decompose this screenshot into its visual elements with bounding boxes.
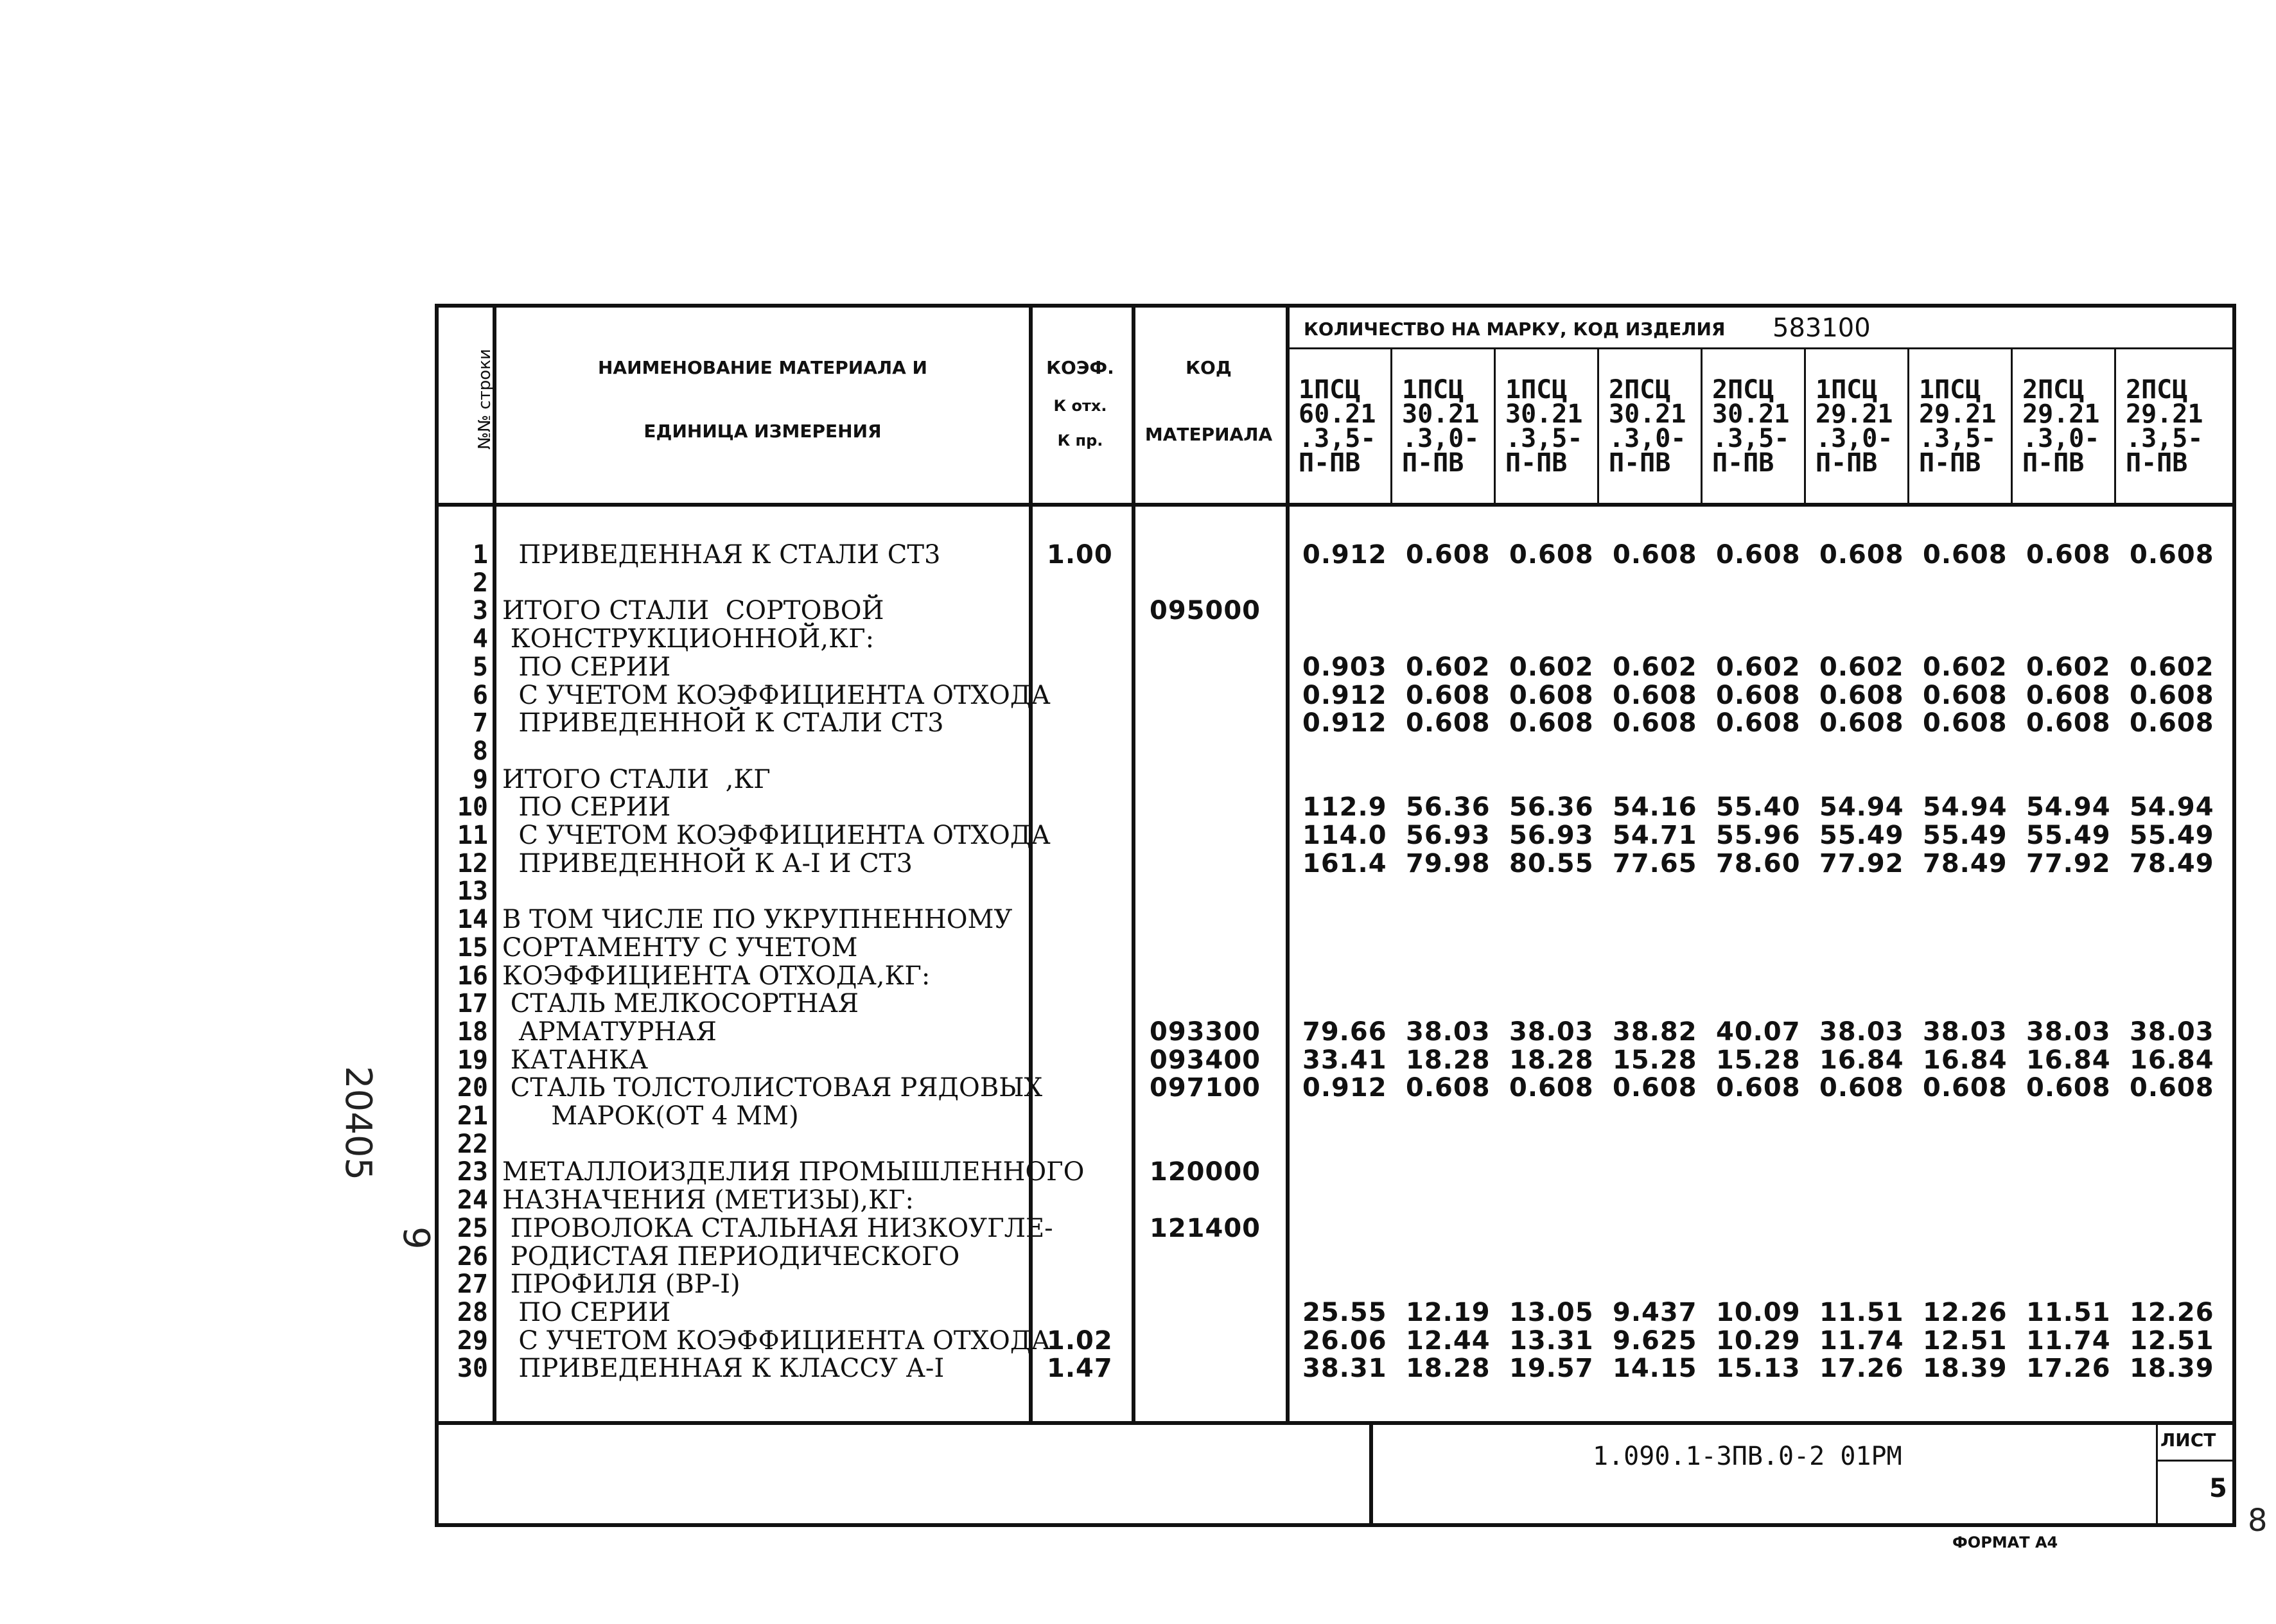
mark-header-line: 29.21 bbox=[1816, 399, 1893, 429]
mark-header-line: .3,5- bbox=[1712, 424, 1790, 453]
quantity-value: 16.84 bbox=[2130, 1045, 2214, 1075]
row-number: 27 bbox=[457, 1270, 488, 1300]
quantity-value: 0.608 bbox=[1716, 540, 1801, 570]
material-name: МЕТАЛЛОИЗДЕЛИЯ ПРОМЫШЛЕННОГО bbox=[502, 1157, 1085, 1187]
material-name: ПРИВЕДЕННАЯ К КЛАССУ А-I bbox=[502, 1354, 945, 1384]
material-name: ПРОФИЛЯ (ВР-I) bbox=[502, 1270, 740, 1300]
quantity-value: 0.903 bbox=[1302, 652, 1387, 682]
mark-header-line: 1ПСЦ bbox=[1816, 375, 1878, 405]
document-code: 1.090.1-3ПВ.0-2 01РМ bbox=[1593, 1442, 1902, 1471]
mark-header-line: П-ПВ bbox=[1816, 448, 1878, 478]
material-name-header-2: ЕДИНИЦА ИЗМЕРЕНИЯ bbox=[643, 421, 882, 442]
material-name: СТАЛЬ МЕЛКОСОРТНАЯ bbox=[502, 989, 859, 1019]
quantity-value: 15.13 bbox=[1716, 1354, 1801, 1384]
material-code: 095000 bbox=[1150, 596, 1261, 626]
row-number: 26 bbox=[457, 1241, 488, 1271]
quantity-value: 25.55 bbox=[1302, 1297, 1387, 1327]
coef-header-2: К отх. bbox=[1053, 397, 1107, 415]
row-number: 13 bbox=[457, 877, 488, 907]
quantity-value: 0.912 bbox=[1302, 540, 1387, 570]
material-code: 120000 bbox=[1150, 1157, 1261, 1187]
quantity-value: 55.49 bbox=[2026, 821, 2111, 850]
quantity-value: 12.51 bbox=[2130, 1325, 2214, 1356]
quantity-value: 0.608 bbox=[1406, 680, 1491, 710]
quantity-value: 26.06 bbox=[1302, 1325, 1387, 1356]
quantity-value: 0.602 bbox=[2026, 652, 2111, 682]
quantity-value: 55.49 bbox=[1923, 821, 2008, 850]
mark-header-line: 30.21 bbox=[1712, 399, 1790, 429]
quantity-value: 161.4 bbox=[1302, 848, 1387, 878]
row-number: 17 bbox=[457, 989, 488, 1019]
mark-header-line: 60.21 bbox=[1299, 399, 1376, 429]
quantity-value: 0.602 bbox=[1406, 652, 1491, 682]
mark-header-line: 29.21 bbox=[1919, 399, 1997, 429]
row-number: 29 bbox=[457, 1325, 488, 1356]
quantity-value: 10.29 bbox=[1716, 1325, 1801, 1356]
material-name: ПО СЕРИИ bbox=[502, 652, 671, 682]
quantity-value: 0.608 bbox=[2130, 1073, 2214, 1103]
quantity-value: 0.608 bbox=[1509, 540, 1594, 570]
quantity-value: 54.94 bbox=[1923, 792, 2008, 823]
quantity-value: 54.94 bbox=[2026, 792, 2111, 823]
inventory-number: 20405 bbox=[337, 1066, 379, 1181]
row-number: 24 bbox=[457, 1185, 488, 1216]
quantity-value: 11.74 bbox=[2026, 1325, 2111, 1356]
quantity-value: 54.94 bbox=[2130, 792, 2214, 823]
quantity-value: 33.41 bbox=[1302, 1045, 1387, 1075]
row-number: 6 bbox=[472, 680, 488, 710]
quantity-value: 0.912 bbox=[1302, 680, 1387, 710]
mark-header-line: 2ПСЦ bbox=[1712, 375, 1774, 405]
quantity-value: 0.608 bbox=[2026, 708, 2111, 738]
quantity-value: 0.608 bbox=[1716, 708, 1801, 738]
quantity-value: 18.39 bbox=[2130, 1354, 2214, 1384]
sheet-number: 5 bbox=[2209, 1474, 2227, 1503]
mark-header-line: П-ПВ bbox=[1505, 448, 1568, 478]
quantity-value: 79.98 bbox=[1406, 848, 1491, 878]
row-number: 25 bbox=[457, 1213, 488, 1243]
mark-header-line: .3,5- bbox=[1919, 424, 1997, 453]
mark-header-line: .3,5- bbox=[1505, 424, 1583, 453]
row-number: 22 bbox=[457, 1129, 488, 1159]
quantity-value: 13.05 bbox=[1509, 1297, 1594, 1327]
quantity-value: 0.608 bbox=[1819, 1073, 1904, 1103]
quantity-value: 0.608 bbox=[1923, 680, 2008, 710]
row-number: 3 bbox=[472, 596, 488, 626]
quantity-value: 77.65 bbox=[1613, 848, 1697, 878]
mark-header-line: .3,0- bbox=[1609, 424, 1686, 453]
mark-header-line: П-ПВ bbox=[1919, 448, 1981, 478]
material-code: 097100 bbox=[1150, 1073, 1261, 1103]
quantity-value: 0.608 bbox=[1613, 540, 1697, 570]
quantity-value: 17.26 bbox=[2026, 1354, 2111, 1384]
mark-header-line: .3,5- bbox=[2126, 424, 2203, 453]
mark-header-line: П-ПВ bbox=[2126, 448, 2188, 478]
row-number-header: №№ строки bbox=[475, 349, 495, 450]
quantity-value: 11.51 bbox=[1819, 1297, 1904, 1327]
corner-mark: 8 bbox=[2248, 1503, 2268, 1539]
mark-header-line: 2ПСЦ bbox=[1609, 375, 1671, 405]
quantity-value: 0.602 bbox=[1716, 652, 1801, 682]
row-number: 4 bbox=[472, 624, 488, 654]
row-number: 19 bbox=[457, 1045, 488, 1075]
coefficient: 1.47 bbox=[1047, 1354, 1113, 1384]
quantity-value: 10.09 bbox=[1716, 1297, 1801, 1327]
quantity-value: 54.71 bbox=[1613, 821, 1697, 850]
quantity-value: 12.44 bbox=[1406, 1325, 1491, 1356]
quantity-value: 12.19 bbox=[1406, 1297, 1491, 1327]
row-number: 21 bbox=[457, 1101, 488, 1131]
quantity-value: 0.608 bbox=[2130, 708, 2214, 738]
quantity-value: 16.84 bbox=[2026, 1045, 2111, 1075]
quantity-value: 9.625 bbox=[1613, 1325, 1697, 1356]
mark-header-line: 29.21 bbox=[2126, 399, 2203, 429]
quantity-value: 11.74 bbox=[1819, 1325, 1904, 1356]
mark-header-line: П-ПВ bbox=[1609, 448, 1671, 478]
row-number: 8 bbox=[472, 736, 488, 766]
mark-header-line: 2ПСЦ bbox=[2126, 375, 2188, 405]
material-name: РОДИСТАЯ ПЕРИОДИЧЕСКОГО bbox=[502, 1241, 960, 1271]
material-name: АРМАТУРНАЯ bbox=[502, 1017, 717, 1047]
quantity-value: 0.608 bbox=[1819, 680, 1904, 710]
quantity-value: 0.608 bbox=[1923, 1073, 2008, 1103]
quantity-value: 0.608 bbox=[1923, 540, 2008, 570]
material-name: ПО СЕРИИ bbox=[502, 1297, 671, 1327]
quantity-value: 0.602 bbox=[1923, 652, 2008, 682]
quantity-value: 0.912 bbox=[1302, 1073, 1387, 1103]
quantity-value: 77.92 bbox=[2026, 848, 2111, 878]
coef-header-1: КОЭФ. bbox=[1046, 357, 1114, 378]
quantity-value: 16.84 bbox=[1819, 1045, 1904, 1075]
row-number: 7 bbox=[472, 708, 488, 738]
quantity-value: 55.40 bbox=[1716, 792, 1801, 823]
row-number: 23 bbox=[457, 1157, 488, 1187]
material-name: ИТОГО СТАЛИ ,КГ bbox=[502, 764, 771, 794]
mark-header-line: .3,0- bbox=[1402, 424, 1480, 453]
quantity-value: 15.28 bbox=[1716, 1045, 1801, 1075]
mark-header-line: 1ПСЦ bbox=[1299, 375, 1361, 405]
quantity-value: 38.03 bbox=[1923, 1017, 2008, 1047]
quantity-value: 112.9 bbox=[1302, 792, 1387, 823]
quantity-value: 13.31 bbox=[1509, 1325, 1594, 1356]
material-name: КОНСТРУКЦИОННОЙ,КГ: bbox=[502, 624, 875, 654]
quantity-value: 0.602 bbox=[2130, 652, 2214, 682]
quantity-value: 55.49 bbox=[2130, 821, 2214, 850]
material-code: 121400 bbox=[1150, 1213, 1261, 1243]
material-name: С УЧЕТОМ КОЭФФИЦИЕНТА ОТХОДА bbox=[502, 821, 1051, 850]
mark-header-line: 1ПСЦ bbox=[1505, 375, 1568, 405]
quantity-value: 16.84 bbox=[1923, 1045, 2008, 1075]
row-number: 30 bbox=[457, 1354, 488, 1384]
material-name: КАТАНКА bbox=[502, 1045, 649, 1075]
quantity-value: 38.03 bbox=[1406, 1017, 1491, 1047]
mark-header-line: П-ПВ bbox=[2022, 448, 2085, 478]
quantity-value: 78.60 bbox=[1716, 848, 1801, 878]
material-name: СОРТАМЕНТУ С УЧЕТОМ bbox=[502, 932, 858, 963]
quantity-value: 0.608 bbox=[1406, 540, 1491, 570]
row-number: 14 bbox=[457, 905, 488, 935]
material-name: ПРИВЕДЕННОЙ К СТАЛИ СТ3 bbox=[502, 708, 944, 738]
quantity-value: 56.36 bbox=[1509, 792, 1594, 823]
row-number: 20 bbox=[457, 1073, 488, 1103]
material-name: КОЭФФИЦИЕНТА ОТХОДА,КГ: bbox=[502, 961, 931, 991]
material-name: В ТОМ ЧИСЛЕ ПО УКРУПНЕННОМУ bbox=[502, 905, 1013, 935]
row-number: 15 bbox=[457, 932, 488, 963]
mark-header-line: 1ПСЦ bbox=[1919, 375, 1981, 405]
quantity-value: 14.15 bbox=[1613, 1354, 1697, 1384]
coef-header-3: К пр. bbox=[1057, 432, 1103, 450]
material-code: 093400 bbox=[1150, 1045, 1261, 1075]
quantity-value: 38.03 bbox=[2130, 1017, 2214, 1047]
quantity-value: 80.55 bbox=[1509, 848, 1594, 878]
quantity-value: 0.608 bbox=[1819, 708, 1904, 738]
material-name: С УЧЕТОМ КОЭФФИЦИЕНТА ОТХОДА bbox=[502, 1325, 1051, 1356]
quantity-value: 56.93 bbox=[1406, 821, 1491, 850]
material-name: С УЧЕТОМ КОЭФФИЦИЕНТА ОТХОДА bbox=[502, 680, 1051, 710]
quantity-value: 0.608 bbox=[2026, 680, 2111, 710]
quantity-header: КОЛИЧЕСТВО НА МАРКУ, КОД ИЗДЕЛИЯ bbox=[1304, 319, 1726, 340]
row-number: 11 bbox=[457, 821, 488, 850]
material-name: МАРОК(ОТ 4 ММ) bbox=[502, 1101, 799, 1131]
coefficient: 1.00 bbox=[1047, 540, 1113, 570]
quantity-value: 18.28 bbox=[1406, 1045, 1491, 1075]
mark-header-line: 30.21 bbox=[1402, 399, 1480, 429]
quantity-value: 0.608 bbox=[2130, 540, 2214, 570]
product-code: 583100 bbox=[1773, 313, 1871, 343]
quantity-value: 0.608 bbox=[1406, 1073, 1491, 1103]
mark-header-line: П-ПВ bbox=[1712, 448, 1774, 478]
quantity-value: 38.82 bbox=[1613, 1017, 1697, 1047]
row-number: 1 bbox=[472, 540, 488, 570]
quantity-value: 56.93 bbox=[1509, 821, 1594, 850]
material-name: ПРИВЕДЕННОЙ К А-I И СТ3 bbox=[502, 848, 913, 878]
quantity-value: 9.437 bbox=[1613, 1297, 1697, 1327]
quantity-value: 78.49 bbox=[1923, 848, 2008, 878]
quantity-value: 18.28 bbox=[1509, 1045, 1594, 1075]
material-code: 093300 bbox=[1150, 1017, 1261, 1047]
sheet-label: ЛИСТ bbox=[2160, 1429, 2216, 1451]
row-number: 16 bbox=[457, 961, 488, 991]
mark-header-line: .3,0- bbox=[2022, 424, 2100, 453]
quantity-value: 56.36 bbox=[1406, 792, 1491, 823]
quantity-value: 38.03 bbox=[2026, 1017, 2111, 1047]
quantity-value: 0.608 bbox=[1923, 708, 2008, 738]
quantity-value: 38.31 bbox=[1302, 1354, 1387, 1384]
quantity-value: 0.608 bbox=[1613, 680, 1697, 710]
row-number: 18 bbox=[457, 1017, 488, 1047]
quantity-value: 38.03 bbox=[1509, 1017, 1594, 1047]
quantity-value: 0.912 bbox=[1302, 708, 1387, 738]
quantity-value: 12.26 bbox=[2130, 1297, 2214, 1327]
quantity-value: 0.608 bbox=[1406, 708, 1491, 738]
material-name: СТАЛЬ ТОЛСТОЛИСТОВАЯ РЯДОВЫХ bbox=[502, 1073, 1043, 1103]
mark-header-line: 1ПСЦ bbox=[1402, 375, 1464, 405]
quantity-value: 0.602 bbox=[1509, 652, 1594, 682]
code-header-1: КОД bbox=[1186, 357, 1232, 378]
quantity-value: 0.608 bbox=[2130, 680, 2214, 710]
quantity-value: 0.602 bbox=[1613, 652, 1697, 682]
quantity-value: 0.608 bbox=[1509, 708, 1594, 738]
mark-header-line: .3,5- bbox=[1299, 424, 1376, 453]
quantity-value: 18.28 bbox=[1406, 1354, 1491, 1384]
quantity-value: 19.57 bbox=[1509, 1354, 1594, 1384]
row-number: 5 bbox=[472, 652, 488, 682]
quantity-value: 0.608 bbox=[1613, 1073, 1697, 1103]
quantity-value: 55.49 bbox=[1819, 821, 1904, 850]
row-number: 10 bbox=[457, 792, 488, 823]
quantity-value: 0.608 bbox=[2026, 540, 2111, 570]
inventory-suffix: 9 bbox=[395, 1227, 437, 1250]
quantity-value: 79.66 bbox=[1302, 1017, 1387, 1047]
mark-header-line: .3,0- bbox=[1816, 424, 1893, 453]
quantity-value: 0.602 bbox=[1819, 652, 1904, 682]
quantity-value: 17.26 bbox=[1819, 1354, 1904, 1384]
mark-header-line: П-ПВ bbox=[1299, 448, 1361, 478]
mark-header-line: 30.21 bbox=[1609, 399, 1686, 429]
quantity-value: 40.07 bbox=[1716, 1017, 1801, 1047]
format-label: ФОРМАТ А4 bbox=[1952, 1533, 2058, 1551]
quantity-value: 0.608 bbox=[1509, 1073, 1594, 1103]
mark-header-line: 30.21 bbox=[1505, 399, 1583, 429]
quantity-value: 11.51 bbox=[2026, 1297, 2111, 1327]
material-name: ПРИВЕДЕННАЯ К СТАЛИ СТ3 bbox=[502, 540, 941, 570]
quantity-value: 38.03 bbox=[1819, 1017, 1904, 1047]
quantity-value: 0.608 bbox=[1509, 680, 1594, 710]
row-number: 9 bbox=[472, 764, 488, 794]
quantity-value: 18.39 bbox=[1923, 1354, 2008, 1384]
quantity-value: 0.608 bbox=[2026, 1073, 2111, 1103]
material-name-header-1: НАИМЕНОВАНИЕ МАТЕРИАЛА И bbox=[597, 357, 927, 378]
quantity-value: 0.608 bbox=[1716, 680, 1801, 710]
quantity-value: 77.92 bbox=[1819, 848, 1904, 878]
quantity-value: 78.49 bbox=[2130, 848, 2214, 878]
quantity-value: 114.0 bbox=[1302, 821, 1387, 850]
material-name: ПО СЕРИИ bbox=[502, 792, 671, 823]
material-name: ПРОВОЛОКА СТАЛЬНАЯ НИЗКОУГЛЕ- bbox=[502, 1213, 1053, 1243]
quantity-value: 0.608 bbox=[1716, 1073, 1801, 1103]
material-name: ИТОГО СТАЛИ СОРТОВОЙ bbox=[502, 596, 884, 626]
code-header-2: МАТЕРИАЛА bbox=[1144, 424, 1273, 445]
quantity-value: 54.16 bbox=[1613, 792, 1697, 823]
row-number: 12 bbox=[457, 848, 488, 878]
material-name: НАЗНАЧЕНИЯ (МЕТИЗЫ),КГ: bbox=[502, 1185, 915, 1216]
quantity-value: 12.26 bbox=[1923, 1297, 2008, 1327]
quantity-value: 55.96 bbox=[1716, 821, 1801, 850]
mark-header-line: 29.21 bbox=[2022, 399, 2100, 429]
quantity-value: 15.28 bbox=[1613, 1045, 1697, 1075]
quantity-value: 54.94 bbox=[1819, 792, 1904, 823]
mark-header-line: 2ПСЦ bbox=[2022, 375, 2085, 405]
coefficient: 1.02 bbox=[1047, 1325, 1113, 1356]
mark-header-line: П-ПВ bbox=[1402, 448, 1464, 478]
quantity-value: 0.608 bbox=[1613, 708, 1697, 738]
row-number: 2 bbox=[472, 568, 488, 598]
quantity-value: 12.51 bbox=[1923, 1325, 2008, 1356]
quantity-value: 0.608 bbox=[1819, 540, 1904, 570]
row-number: 28 bbox=[457, 1297, 488, 1327]
